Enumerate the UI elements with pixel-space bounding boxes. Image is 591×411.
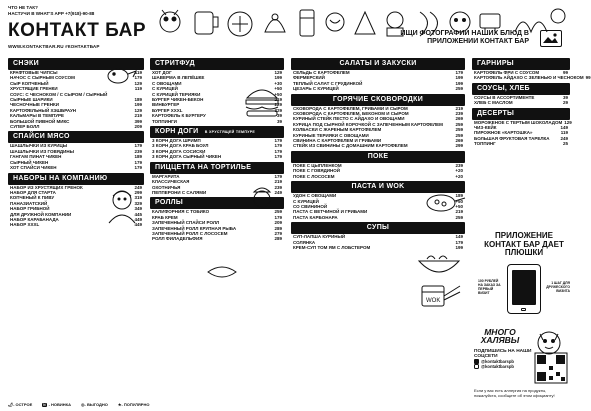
menu-item-name: МОРОЖЕНОЕ С ТЕРТЫМ ШОКОЛАДОМ [474,119,563,125]
menu-item-name: СВИНИНА С КАРТОФЕЛЕМ И ГРИБАМИ [293,138,382,144]
dessert-list [472,120,570,147]
menu-item-price: +20 [455,173,463,179]
section-street-title: СТРИТФУД [150,58,284,70]
menu-item-price: 269 [455,116,463,122]
section-snacks-title: СНЭКИ [8,58,144,70]
menu-item-name: СОУС: С ЧЕСНОКОМ / С СЫРОМ / СЫРНЫЙ [10,91,108,97]
menu-item-name: НАБОР ГРИБНОЙ [10,206,50,212]
menu-item-name: ХЛЕБ С МАСЛОМ [474,100,513,106]
pan-drawing-icon [424,185,466,215]
menu-item-price: 289 [274,236,282,242]
menu-item-name: СУП-ЛАПША КУРИНЫЙ [293,234,346,240]
menu-item-price: 399 [134,118,142,124]
menu-item-price: 199 [274,75,282,81]
menu-item-price: 449 [134,216,142,222]
menu-item-name: 3 КОРН ДОГА КРАБ БОУЛ [152,143,209,149]
menu-item-price: +50 [274,86,282,92]
menu-item-price: 229 [274,102,282,108]
legend-popular: ★- ПОПУЛЯРНО [117,402,150,407]
menu-item-price: 189 [134,97,142,103]
menu-item-name: НАБОР ИЗ ХРУСТЯЩИХ ГРЕНОК [10,184,83,190]
menu-item-price: 179 [455,239,463,245]
menu-item-price: 199 [455,80,463,86]
menu-item-name: КРЕМ-СУП ТОМ ЯМ С ЛОБСТЕРОМ [293,244,371,250]
menu-item-name: КАРТОФЕЛЬ ФРИ С СОУСОМ [474,70,540,75]
wok-drawing-icon [414,282,464,316]
logo: КОНТАКТ БАР [8,20,147,41]
menu-item [472,75,591,81]
section-sauce-title: СОУСЫ, ХЛЕБ [472,83,570,95]
menu-item-name: ЗАПЕЧЕННЫЙ РОЛЛ КРУПНАЯ РЫБА [152,225,237,231]
sauce-list [472,95,570,106]
menu-item-name: ПАСТА КАРБОНАРА [293,214,338,220]
social-link-2[interactable]: @kontaktbarspb [481,364,514,369]
menu-item-name: ОХОТНИЧЬЯ [152,184,181,190]
menu-item-name: БОЛЬШАЯ ФРУКТОВАЯ ТАРЕЛКА [474,135,550,141]
menu-item-price: +30 [274,80,282,86]
menu-item-name: КАЛЬМАРЫ В ТЕМПУРЕ [10,113,65,119]
menu-item-price: 199 [455,75,463,81]
legend-hot: 🌶- ОСТРОЕ [8,402,33,407]
menu-item-price: 39 [276,118,282,124]
menu-item-name: СЫРНЫЕ ШАРИКИ [10,97,53,103]
menu-item-price: 179 [134,165,142,171]
legend [8,402,149,407]
menu-item-name: ФЕРМЕРСКИЙ [293,75,325,81]
menu-item-price: 259 [274,209,282,215]
halavy-title: МНОГО ХАЛЯВЫ [480,327,520,345]
section-garnish-title: ГАРНИРЫ [472,58,570,70]
menu-item-name: СОЛЯНКА [293,239,316,245]
menu-item-name: ШАШЛЫЧКИ ИЗ КУРИЦЫ [10,143,68,149]
menu-item-name: ЗАПЕЧЕННЫЙ РОЛЛ С ЛОСОСЕМ [152,230,228,236]
qr-code-icon[interactable] [534,352,568,384]
section-dessert-title: ДЕСЕРТЫ [472,108,570,120]
menu-item-price: +50 [274,91,282,97]
menu-item-name: НАБОР КАРАБАНАДА [10,216,59,222]
menu-item-name: ПИРОЖНОЕ «КАРТОШКА» [474,130,533,136]
menu-item-name: БУРГЕР XXXL [152,107,183,113]
menu-item-name: ПАСТА С ВЕТЧИНОЙ И ГРИБАМИ [293,209,368,215]
poke-bowl-drawing-icon [415,249,463,277]
legend-profit: ◎- ВЫГОДНО [81,402,108,407]
menu-item-price: 219 [455,209,463,215]
menu-item-name: НАБОР ДЛЯ СТАРТА [10,189,56,195]
meat-list [8,143,144,170]
salads-list [291,70,465,92]
menu-item-name: СТЕЙК ИЗ СВИНИНЫ С ДОМАШНИМ КАРТОФЕЛЕМ [293,143,408,149]
menu-item-name: СЕЛЬДЬ С КАРТОФЕЛЕМ [293,70,350,75]
menu-item-name: ХОТ СПАЙСИ ЧИКЕН [10,165,57,171]
menu-item-name: МАРГАРИТА [152,173,180,179]
menu-item-price: 119 [134,86,142,92]
menu-item-price: 289 [274,225,282,231]
menu-item-name: ШАШЛЫЧКИ ИЗ ГОВЯДИНЫ [10,148,75,154]
menu-item-name: ВИНБУРГЕР [152,102,180,108]
menu-item-name: СУПЕР БОЛЛ [10,124,40,130]
menu-item-name: СЫР КОПЧЕНЫЙ [10,80,49,86]
menu-item-name: ПОКЕ С ЛОСОСЕМ [293,173,335,179]
menu-item-price: 299 [455,143,463,149]
menu-item-name: КОЛБАСКИ С ЖАРЕНЫМ КАРТОФЕЛЕМ [293,127,382,133]
menu-item-price: 179 [134,75,142,81]
menu-item-price: 219 [274,97,282,103]
new-icon: N [43,403,46,407]
menu-item-name: КАРТОФЕЛЬ АЙДАХО С ЗЕЛЕНЬЮ И ЧЕСНОКОМ [474,75,584,81]
menu-item-price: 179 [274,173,282,179]
corndogs-subtitle: В ХРУСТЯЩЕЙ ТЕМПУРЕ [204,130,256,135]
menu-item-price: 259 [455,214,463,220]
menu-item-name: С КУРИЦЕЙ ТЕРИЯКИ [152,91,201,97]
menu-item-price: 299 [134,189,142,195]
menu-item-price: 189 [134,154,142,160]
menu-item-price: 119 [560,130,568,136]
menu-item-price: 219 [455,105,463,111]
column-4 [472,58,591,147]
app-promo-title: ПРИЛОЖЕНИЕ КОНТАКТ БАР ДАЕТ ПЛЮШКИ [484,231,564,257]
photo-icon [540,30,562,47]
section-poke-title: ПОКЕ [291,151,465,163]
menu-item-name: ПОКЕ С ГОВЯДИНОЙ [293,168,341,174]
menu-item-price: 179 [274,143,282,149]
mascot-bird-icon [104,64,140,86]
social-link-1[interactable]: @kontaktbarspb [481,359,514,364]
section-wok-title: ПАСТА И WOK [291,181,465,193]
app-promo-box [478,232,570,314]
app-bonus-2: 1 ШАГ ДЛЯ ДРУЖЕСКОГО ВИЗИТА [546,281,570,293]
menu-item-price: 209 [274,220,282,226]
instagram-icon [474,364,479,369]
menu-item-price: 259 [455,127,463,133]
menu-item-price: 329 [274,107,282,113]
app-promo-text: ИЩИ ФОТОГРАФИИ НАШИХ БЛЮД В ПРИЛОЖЕНИИ КОНТАКТ БАР [400,30,529,45]
menu-item-name: 3 КОРН ДОГА ШРИМП [152,138,201,144]
menu-item-price: 349 [134,206,142,212]
chili-icon: 🌶 [8,402,14,407]
menu-item-price: 249 [560,135,568,141]
menu-item-price: 209 [134,124,142,130]
subscribe-box [474,349,532,369]
corndogs-list [150,138,284,160]
menu-item-price: 129 [274,70,282,75]
menu-item-name: КУРИЦА ПОД СЫРНОЙ КОРОЧКОЙ С ЗАПЕЧЕННЫМ КАРТОФЕЛЕМ [293,121,443,127]
menu-item [472,141,570,146]
menu-item-name: С КУРИЦЕЙ [293,198,319,204]
header-whatsapp[interactable]: НАСТУЧИ В WHAT'S APP +7(918)-90-88 [8,10,95,16]
star-icon: ★ [117,402,122,407]
menu-item-name: ГАНГАМ ПИНАТ ЧИКЕН [10,154,62,160]
menu-item-name: С КУРИЦЕЙ [152,86,178,92]
menu-item-price: 199 [134,102,142,108]
menu-item-price: 129 [564,119,572,125]
column-3 [291,58,465,250]
menu-item-name: ТОППИНГ [474,141,496,147]
menu-item-price: 99 [585,75,591,81]
menu-item-price: 25 [562,141,568,147]
menu-item-name: ПЕППЕРОНИ С САЛЯМИ [152,189,207,195]
menu-item-price: 179 [274,154,282,160]
menu-item-name: ТОППИНГИ [152,118,177,124]
menu-item-name: КАРТОФЕЛЬНЫЙ ХЭШБРАУН [10,107,77,113]
menu-item-name: ХРУСТЯЩИЕ ГРЕНКИ [10,86,58,92]
menu-item-price: 329 [134,200,142,206]
menu-item-name: КУРИНЫЕ ТЕРИЯКИ С ОВОЩАМИ [293,132,369,138]
menu-item-price: 199 [455,244,463,250]
menu-item-price: 39 [276,113,282,119]
chef-drawing-icon [243,186,281,210]
soups-list [291,234,465,250]
menu-item-price: 249 [134,184,142,190]
menu-item-name: СОУСЫ В АССОРТИМЕНТЕ [474,94,535,100]
poke-list [291,163,465,179]
section-soups-title: СУПЫ [291,222,465,234]
menu-item-price: 445 [134,211,142,217]
menu-item-name: КУРИНЫЙ СТЕЙК ПЕСТО С АЙДАХО И ОВОЩАМИ [293,116,405,122]
menu-item-price: 239 [274,184,282,190]
menu-item-price: 189 [455,193,463,199]
menu-item-price: 179 [274,214,282,220]
menu-item-price: 149 [560,125,568,131]
section-salads-title: САЛАТЫ И ЗАКУСКИ [291,58,465,70]
menu-item-name: СЫРНЫЙ ЧИКЕН [10,159,49,165]
menu-item-name: КАЛИФОРНИЯ С ТОБИКО [152,209,210,215]
section-meat-title: СПАЙСИ МЯСО [8,131,144,143]
header-contact [8,5,94,16]
menu-item-name: ШАВЕРМА В ЛЕПЁШКЕ [152,75,205,81]
section-pizza-title: ПИЦЦЕТТА НА ТОРТИЛЬЕ [150,162,284,174]
menu-item-price: 29 [562,100,568,106]
menu-item-price: 269 [455,138,463,144]
section-sets-title: НАБОРЫ НА КОМПАНИЮ [8,173,144,185]
corndogs-title: КОРН ДОГИ [155,128,199,136]
menu-item-price: 119 [134,70,142,75]
menu-item-price: +20 [455,168,463,174]
coin-icon: ◎ [81,402,85,407]
menu-item-price: 449 [134,222,142,228]
menu-item-name: РОЛЛ ФИЛАДЕЛЬФИЯ [152,236,203,242]
menu-item-price: 219 [274,179,282,185]
menu-item-name: ПАНАЗИАТСКИЙ [10,200,48,206]
section-pans-title: ГОРЯЧИЕ СКОВОРОДКИ [291,94,465,106]
menu-item-price: +50 [455,198,463,204]
legend-new: N - НОВИНКА [43,402,72,407]
section-rolls-title: РОЛЛЫ [150,197,284,209]
menu-item-price: +50 [455,203,463,209]
menu-item-price: 179 [274,148,282,154]
menu-item-price: 179 [134,159,142,165]
menu-item-name: 3 КОРН ДОГА СЫРНЫЙ ЧИКЕН [152,154,222,160]
menu-item-name: ЦЕЗАРЬ С КУРИЦЕЙ [293,86,339,92]
pans-list [291,106,465,149]
menu-item-price: 239 [455,111,463,117]
menu-item-name: СКОВОРОДА С КАРТОФЕЛЕМ, БЕКОНОМ И СЫРОМ [293,111,409,117]
menu-item-name: БОЛЬШОЙ ПИВНОЙ МИКС [10,118,70,124]
section-corndogs-title [150,126,284,138]
garnish-list [472,70,591,81]
menu-item-name: 3 КОРН ДОГА СОСИСКИ [152,148,206,154]
menu-item-name: ДЛЯ ДРУЖНОЙ КОМПАНИИ [10,211,72,217]
menu-item-name: ТЕПЛЫЙ САЛАТ С ГРУДИНКОЙ [293,80,363,86]
menu-item-price: 319 [134,195,142,201]
menu-item-name: ХОТ ДОГ [152,70,172,75]
phone-icon [507,264,541,314]
menu-item-price: 239 [134,148,142,154]
menu-item-price: 129 [134,107,142,113]
rolls-list [150,209,284,241]
menu-item-price: 39 [562,94,568,100]
menu-item-name: БУРГЕР ЧИКЕН-БЕКОН [152,97,204,103]
menu-item-name: ЧИЗ-КЕЙК [474,125,497,131]
menu-item-price: 219 [134,113,142,119]
menu-item-price: 149 [455,234,463,240]
menu-item-price: 259 [455,132,463,138]
menu-item-price: 279 [274,230,282,236]
menu-item-price: 129 [134,80,142,86]
menu-item-price: 249 [274,189,282,195]
header-question: ЧТО НЕ ТАК? [8,5,38,10]
menu-item-name: ЧЕСНОЧНЫЕ ГРЕНКИ [10,102,60,108]
menu-item-name: С ОВОЩАМИ [152,80,182,86]
menu-item-name: НАБОР XXXL [10,222,40,228]
menu-item-name: КРАБ КРЕМ [152,214,178,220]
menu-item-price: 99 [562,70,568,75]
menu-item-price: 179 [134,143,142,149]
menu-item-name: КОПЧЕНЫЙ К ПИВУ [10,195,55,201]
menu-item-name: КЛАССИЧЕСКАЯ [152,179,190,185]
svg-text:WOK: WOK [426,298,441,304]
menu-item [150,236,284,241]
menu-item-price: 259 [455,86,463,92]
app-bonus-1: 100 РУБЛЕЙ НА ЗАКАЗ ЗА ПЕРВЫЙ ВИЗИТ [478,279,501,295]
menu-item-price: 259 [455,121,463,127]
subscribe-title: ПОДПИШИСЬ НА НАШИ СОЦСЕТИ [474,349,532,359]
header-site[interactable]: WWW.KONTAKTBAR.RU #КОНТАКТБАР [8,44,100,49]
menu-item-name: УДОН С ОВОЩАМИ [293,193,337,199]
burger-drawing-icon [243,80,281,124]
menu-item-name: ЗАПЕЧЕННЫЙ СПАЙСИ РОЛЛ [152,220,220,226]
menu-item-price: 179 [455,70,463,75]
menu-item-price: 239 [455,162,463,168]
menu-item-name: КАРТОФЕЛЬ К БУРГЕРУ [152,113,206,119]
menu-item-name: НАЧОС С СЫРНЫМ СОУСОМ [10,75,75,81]
allergy-note: Если у вас есть аллергия на продукты, пожалуйста, сообщите об этом официанту! [474,388,555,398]
menu-item-name: СКОВОРОДА С КАРТОФЕЛЕМ, ГРИБАМИ И СЫРОМ [293,105,408,111]
novelty-sticker-icon [207,266,237,278]
menu-item-price: 179 [274,138,282,144]
menu-item-name: ПОКЕ С ЦЫПЛЕНКОМ [293,162,342,168]
menu-item-name: КРАФТОВЫЕ ЧИПСЫ [10,70,58,75]
menu-item-name: СО СВИНИНОЙ [293,203,328,209]
